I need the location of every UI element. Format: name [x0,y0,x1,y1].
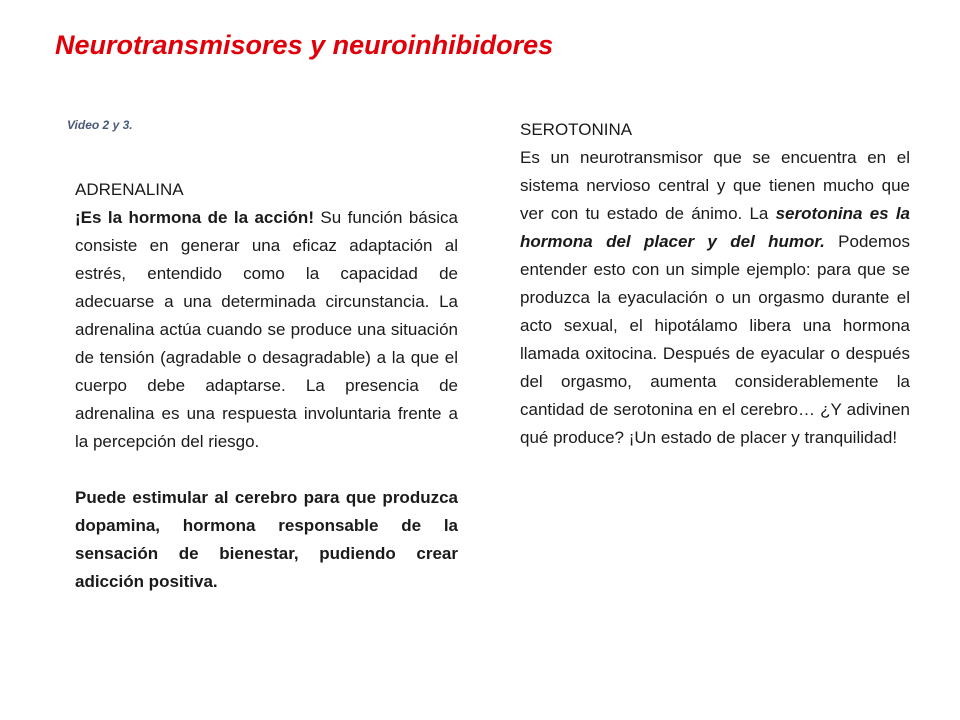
adrenalina-section [75,176,458,596]
adrenalina-second-text: Puede estimular al cerebro para que produzca dopamina, hormona responsable de la sensación de bienestar, pudiendo crear adicción positiva. [75,488,458,591]
serotonina-emphasis: serotonina es la hormona del placer y del humor. [520,204,910,251]
paragraph-spacer [75,456,458,484]
adrenalina-intro-bold: ¡Es la hormona de la acción! [75,208,314,227]
video-note: Video 2 y 3. [67,118,133,132]
serotonina-heading: SEROTONINA [520,120,633,139]
adrenalina-paragraph [75,204,458,456]
serotonina-text-1: Es un neurotransmisor que se encuentra en el sistema nervioso central y que tienen mucho que ver con tu estado de ánimo. La [520,148,910,223]
serotonina-section [520,116,910,452]
serotonina-text-2: Podemos entender esto con un simple ejemplo: para que se produzca la eyaculación o un orgasmo durante el acto sexual, el hipotálamo libera una hormona llamada oxitocina. Después de eyacular o después del orgasmo, aumenta considerablemente la cantidad de serotonina en el cerebro… ¿Y adivinen qué produce? ¡Un estado de placer y tranquilidad! [520,232,910,447]
adrenalina-intro-text: Su función básica consiste en generar una eficaz adaptación al estrés, entendido como la capacidad de adecuarse a una determinada circunstancia. La adrenalina actúa cuando se produce una situación de tensión (agradable o desagradable) a la que el cuerpo debe adaptarse. La presencia de adrenalina es una respuesta involuntaria frente a la percepción del riesgo. [75,208,458,451]
page-title: Neurotransmisores y neuroinhibidores [55,30,554,60]
serotonina-paragraph [520,144,910,452]
adrenalina-bold-paragraph [75,484,458,596]
adrenalina-heading: ADRENALINA [75,180,184,199]
